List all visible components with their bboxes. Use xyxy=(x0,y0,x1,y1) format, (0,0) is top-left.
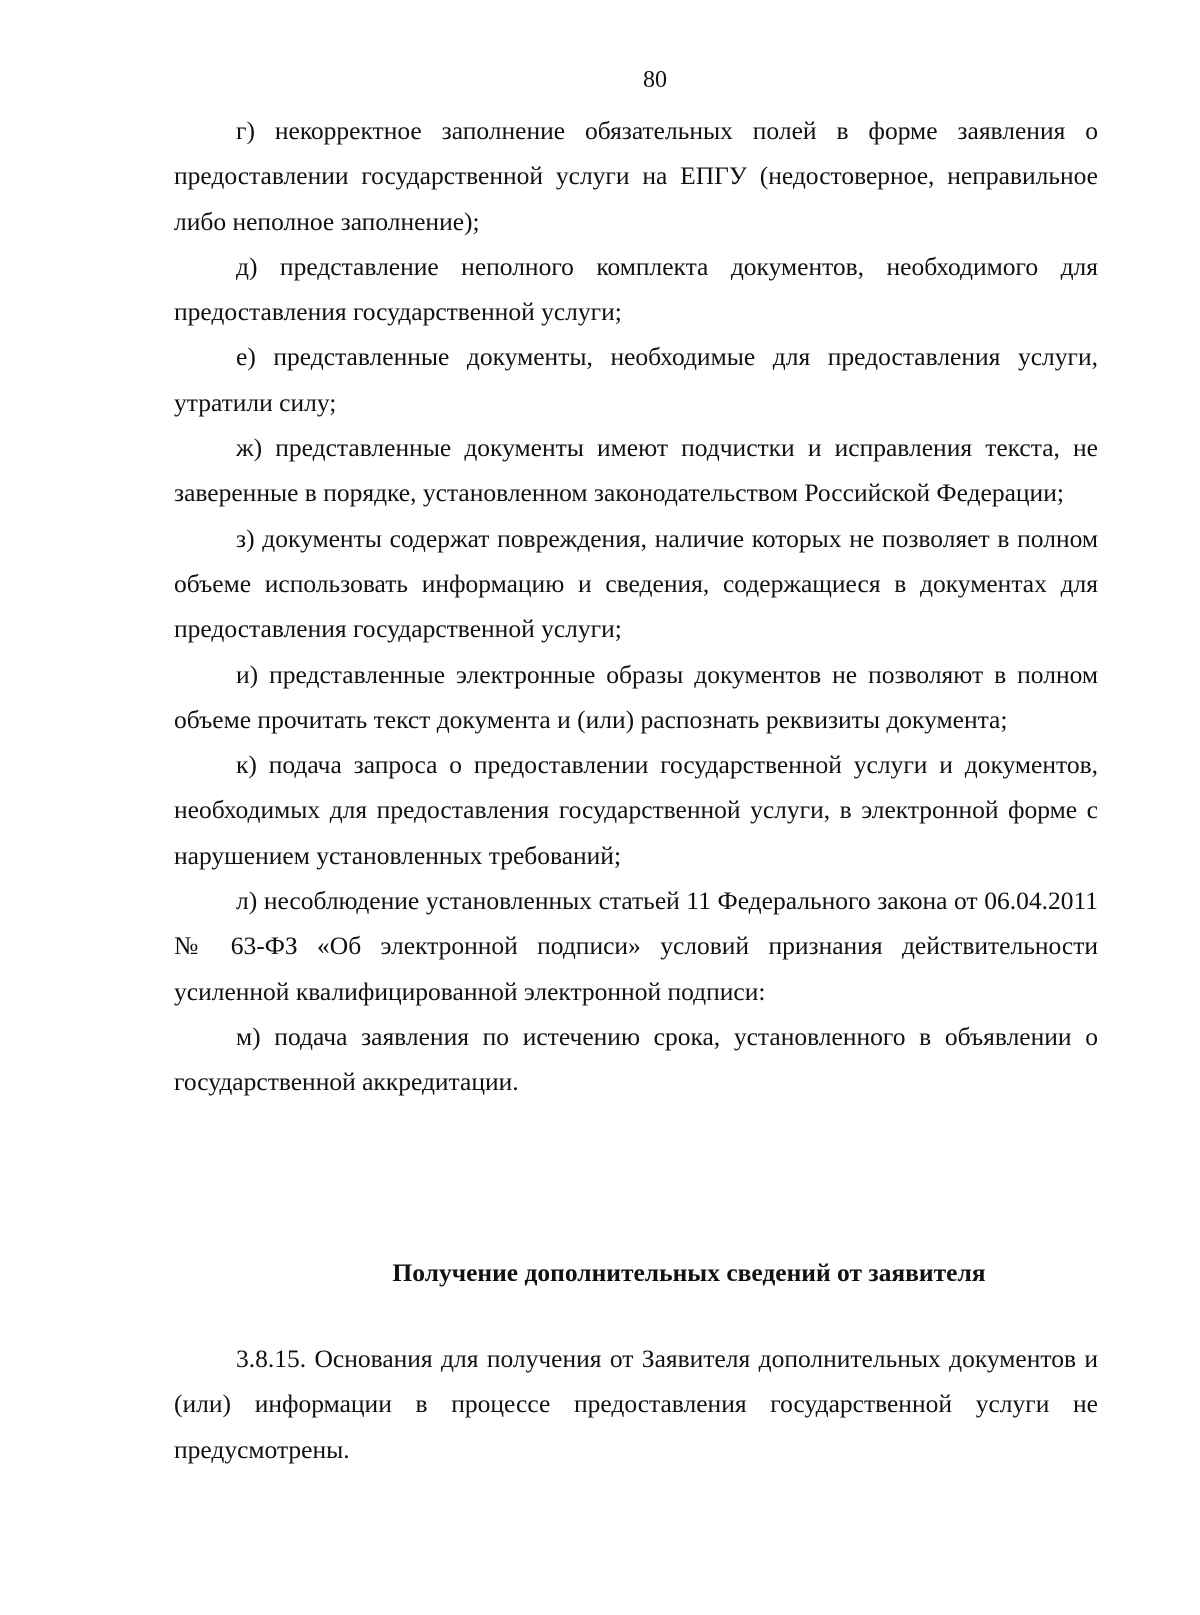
section-heading: Получение дополнительных сведений от заявителя xyxy=(392,1258,986,1287)
section-body xyxy=(174,1336,1098,1472)
paragraph-k: к) подача запроса о предоставлении государственной услуги и документов, необходимых для предоставления государственной услуги, в электронной форме с нарушением установленных требований; xyxy=(174,750,1098,870)
main-text xyxy=(174,108,1098,1105)
paragraph-zh: ж) представленные документы имеют подчистки и исправления текста, не заверенные в порядке, установленном законодательством Российской Федерации; xyxy=(174,433,1098,508)
paragraph-z: з) документы содержат повреждения, наличие которых не позволяет в полном объеме использовать информацию и сведения, содержащиеся в документах для предоставления государственной услуги; xyxy=(174,523,1098,644)
paragraph-i: и) представленные электронные образы документов не позволяют в полном объеме прочитать текст документа и (или) распознать реквизиты документа; xyxy=(174,659,1098,734)
paragraph-m: м) подача заявления по истечению срока, установленного в объявлении о государственной аккредитации. xyxy=(174,1021,1098,1097)
paragraph-g: г) некорректное заполнение обязательных полей в форме заявления о предоставлении государственной услуги на ЕПГУ (недостоверное, неправильное либо неполное заполнение); xyxy=(174,116,1098,236)
paragraph-l: л) несоблюдение установленных статьей 11 Федерального закона от 06.04.2011 № 63-ФЗ «Об электронной подписи» условий признания действительности усиленной квалифицированной электронной подписи: xyxy=(174,886,1098,1006)
page-number: 80 xyxy=(643,67,667,93)
paragraph-3-8-15: 3.8.15. Основания для получения от Заявителя дополнительных документов и (или) информации в процессе предоставления государственной услуги не предусмотрены. xyxy=(174,1344,1098,1464)
paragraph-d: д) представление неполного комплекта документов, необходимого для предоставления государственной услуги; xyxy=(174,251,1098,327)
paragraph-e: е) представленные документы, необходимые для предоставления услуги, утратили силу; xyxy=(174,342,1098,417)
